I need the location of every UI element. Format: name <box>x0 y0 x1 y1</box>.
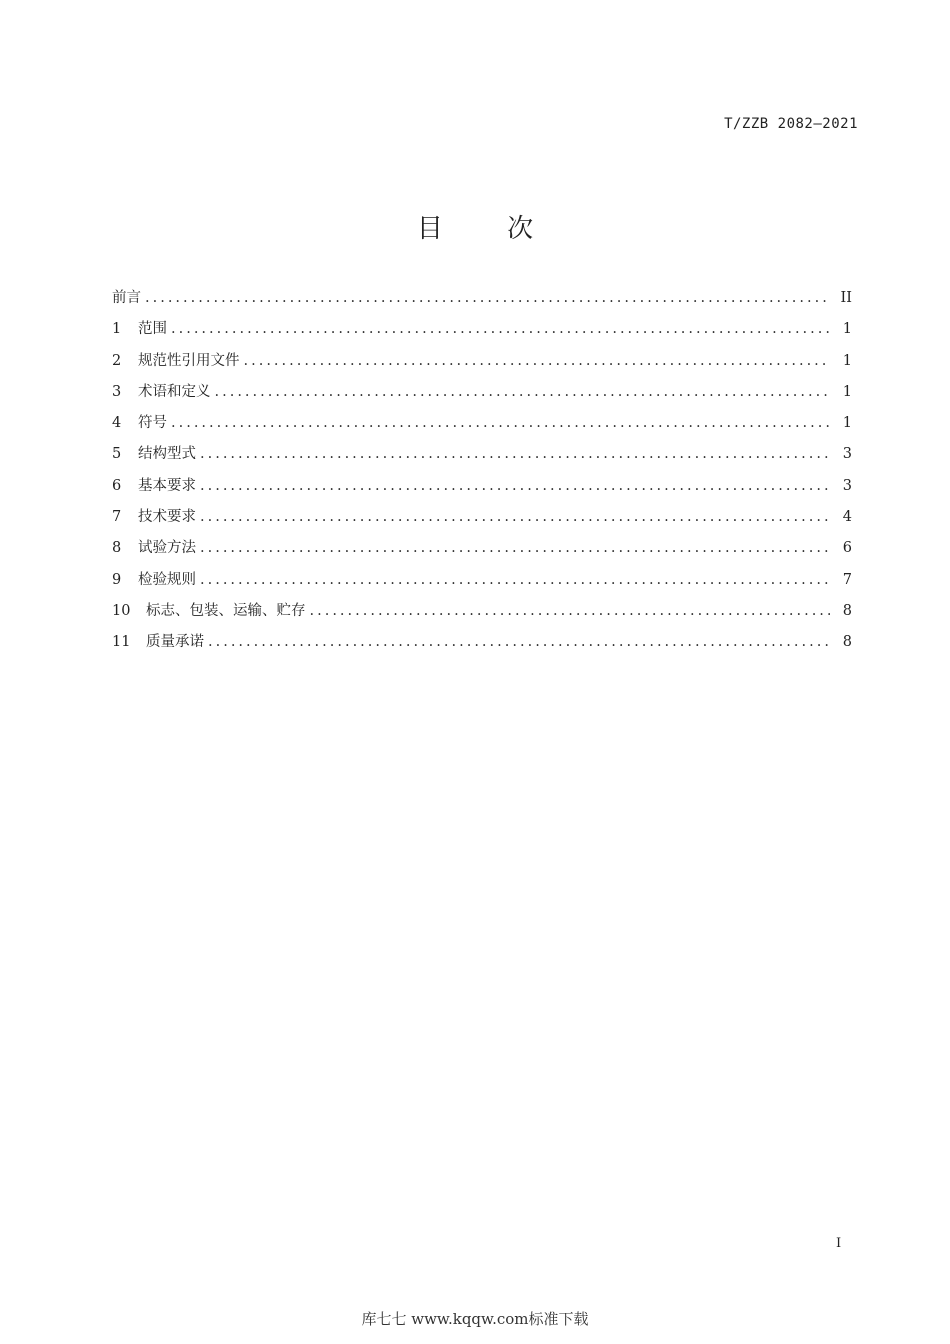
toc-entry-page: 4 <box>842 509 852 526</box>
toc-entry-label: 标志、包装、运输、贮存 <box>146 602 306 619</box>
dot-leader <box>200 478 830 494</box>
toc-entry-preface[interactable] <box>112 286 852 317</box>
toc-entry-8[interactable] <box>112 536 852 567</box>
toc-entry-page: 8 <box>842 602 852 619</box>
toc-entry-number: 1 <box>112 321 122 338</box>
toc-entry-page: 1 <box>842 321 852 338</box>
toc-entry-label: 前言 <box>112 290 141 306</box>
standard-code: T/ZZB 2082—2021 <box>724 116 858 132</box>
toc-entry-6[interactable] <box>112 474 852 505</box>
toc-entry-page: 1 <box>842 352 852 369</box>
toc-entry-11[interactable] <box>112 630 852 661</box>
toc-entry-page: 1 <box>842 415 852 432</box>
footer-watermark: 库七七 www.kqqw.com标准下载 <box>361 1310 589 1328</box>
dot-leader <box>200 446 830 462</box>
table-of-contents <box>112 286 852 662</box>
dot-leader <box>215 384 831 400</box>
toc-entry-label: 技术要求 <box>138 509 196 526</box>
toc-entry-label: 质量承诺 <box>146 634 204 651</box>
dot-leader <box>310 603 831 619</box>
dot-leader <box>145 290 830 306</box>
toc-entry-label: 术语和定义 <box>138 383 211 400</box>
toc-entry-number: 3 <box>112 383 122 400</box>
toc-entry-5[interactable] <box>112 442 852 473</box>
dot-leader <box>244 353 831 369</box>
toc-title: 目 次 <box>416 214 562 244</box>
toc-entry-number: 4 <box>112 415 122 432</box>
toc-entry-page: 1 <box>842 383 852 400</box>
toc-entry-number: 10 <box>112 602 131 619</box>
toc-entry-label: 试验方法 <box>138 540 196 557</box>
toc-entry-number: 6 <box>112 477 122 494</box>
toc-entry-number: 8 <box>112 540 122 557</box>
dot-leader <box>171 321 830 337</box>
toc-entry-page: 8 <box>842 634 852 651</box>
dot-leader <box>200 540 830 556</box>
toc-entry-9[interactable] <box>112 568 852 599</box>
toc-entry-3[interactable] <box>112 380 852 411</box>
toc-entry-1[interactable] <box>112 317 852 348</box>
toc-entry-7[interactable] <box>112 505 852 536</box>
toc-entry-number: 7 <box>112 509 122 526</box>
toc-entry-page: 7 <box>842 571 852 588</box>
toc-entry-label: 符号 <box>138 415 167 432</box>
toc-entry-number: 9 <box>112 571 122 588</box>
dot-leader <box>200 572 830 588</box>
toc-entry-label: 检验规则 <box>138 571 196 588</box>
dot-leader <box>171 415 830 431</box>
toc-entry-page: II <box>840 290 852 306</box>
toc-entry-10[interactable] <box>112 599 852 630</box>
page-number: I <box>836 1236 842 1251</box>
toc-entry-number: 11 <box>112 634 131 651</box>
toc-entry-page: 3 <box>842 446 852 463</box>
toc-entry-label: 范围 <box>138 321 167 338</box>
toc-entry-label: 基本要求 <box>138 477 196 494</box>
dot-leader <box>200 509 830 525</box>
toc-entry-number: 2 <box>112 352 122 369</box>
toc-entry-4[interactable] <box>112 411 852 442</box>
toc-entry-label: 结构型式 <box>138 446 196 463</box>
dot-leader <box>208 634 830 650</box>
toc-entry-page: 3 <box>842 477 852 494</box>
toc-entry-2[interactable] <box>112 349 852 380</box>
toc-entry-page: 6 <box>842 540 852 557</box>
toc-entry-number: 5 <box>112 446 122 463</box>
toc-entry-label: 规范性引用文件 <box>138 352 240 369</box>
